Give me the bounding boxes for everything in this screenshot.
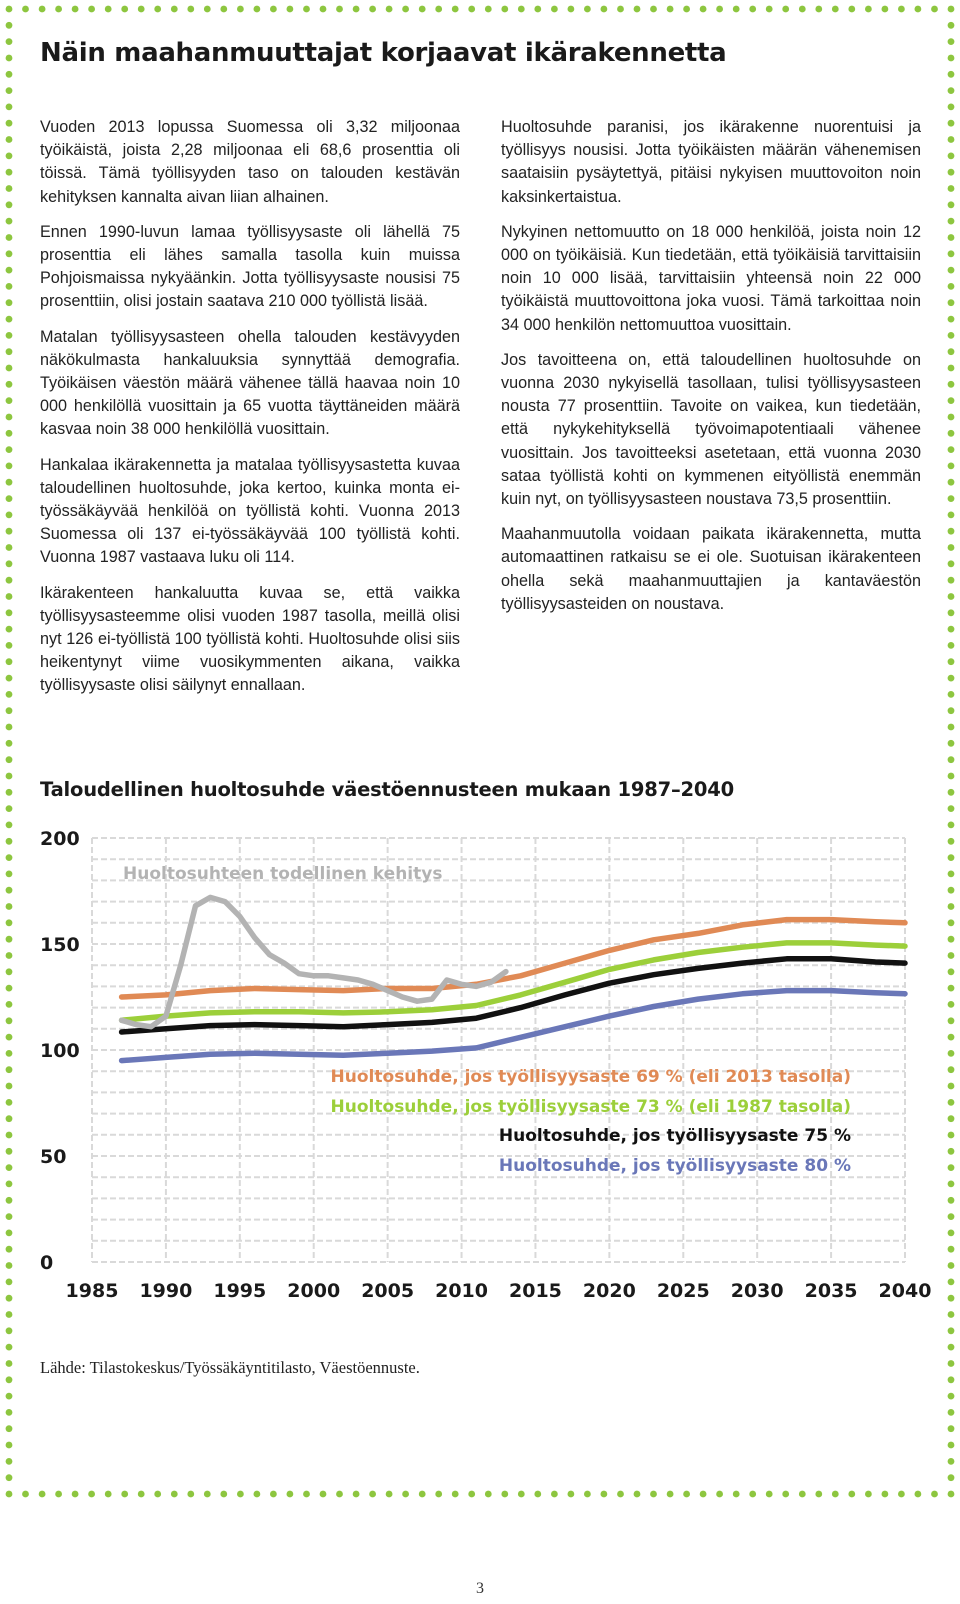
chart-title: Taloudellinen huoltosuhde väestöennusteen mukaan 1987–2040 [40,778,735,801]
frame-dot [584,1491,591,1498]
x-tick-label: 2030 [730,1280,784,1302]
frame-dot [270,1491,277,1498]
frame-dot [6,724,13,731]
frame-dot [303,6,310,13]
y-tick-label: 200 [40,828,80,850]
frame-dot [948,136,955,143]
frame-dot [948,1474,955,1481]
frame-dot [948,104,955,111]
frame-dot [948,348,955,355]
y-tick-label: 150 [40,934,80,956]
frame-dot [948,675,955,682]
frame-dot [617,1491,624,1498]
frame-dot [915,1491,922,1498]
x-tick-label: 1995 [213,1280,267,1302]
frame-dot [782,1491,789,1498]
paragraph: Nykyinen nettomuutto on 18 000 henkilöä, joista noin 12 000 on työikäisiä. Kun tiedetään, että työikäisiä tarvittaisiin noin 10 000 lisää, tarvittaisiin yhteensä noin 22 000 työikäistä muuttovoittona joka vuosi. Tämä tarkoittaa noin 34 000 henkilön nettomuuttoa vuosittain. [501,222,921,334]
frame-dot [948,250,955,257]
frame-dot [452,6,459,13]
frame-dot [948,1393,955,1400]
frame-dot [948,6,955,13]
frame-dot [931,1491,938,1498]
paragraph: Vuoden 2013 lopussa Suomessa oli 3,32 miljoonaa työikäistä, joista 2,28 miljoonaa eli 68,6 prosenttia oli töissä. Tämä työllisyyden taso on talouden kestävän kehityksen kannalta aivan liian alhainen. [40,118,460,206]
frame-dot [6,691,13,698]
frame-dot [138,6,145,13]
frame-dot [237,1491,244,1498]
frame-dot [154,6,161,13]
frame-dot [948,234,955,241]
frame-dot [171,6,178,13]
frame-dot [700,1491,707,1498]
frame-dot [948,1409,955,1416]
frame-dot [915,6,922,13]
frame-dot [948,397,955,404]
frame-dot [6,397,13,404]
frame-dot [6,55,13,62]
frame-dot [6,1425,13,1432]
frame-dot [948,463,955,470]
x-tick-label: 2005 [361,1280,415,1302]
frame-dot [617,6,624,13]
frame-dot [948,38,955,45]
frame-dot [22,1491,29,1498]
frame-dot [948,430,955,437]
frame-dot [948,218,955,225]
frame-dot [6,136,13,143]
source-note: Lähde: Tilastokeskus/Työssäkäyntitilasto, Väestöennuste. [40,1358,420,1377]
frame-dot [6,6,13,13]
frame-dot [254,6,261,13]
frame-dot [386,6,393,13]
frame-dot [534,1491,541,1498]
frame-dot [154,1491,161,1498]
frame-dot [584,6,591,13]
frame-dot [948,283,955,290]
frame-dot [138,1491,145,1498]
series-label: Huoltosuhde, jos työllisyysaste 75 % [498,1126,851,1146]
frame-dot [948,528,955,535]
frame-dot [6,120,13,127]
frame-dot [948,1344,955,1351]
frame-dot [6,414,13,421]
frame-dot [435,1491,442,1498]
frame-dot [799,1491,806,1498]
frame-dot [667,1491,674,1498]
frame-dot [220,1491,227,1498]
frame-dot [948,1458,955,1465]
frame-dot [6,544,13,551]
frame-dot [683,1491,690,1498]
frame-dot [6,463,13,470]
x-tick-label: 2035 [804,1280,858,1302]
frame-dot [121,1491,128,1498]
frame-dot [468,1491,475,1498]
frame-dot [948,479,955,486]
frame-dot [55,6,62,13]
frame-dot [568,1491,575,1498]
frame-dot [6,1409,13,1416]
frame-dot [766,6,773,13]
x-tick-label: 2010 [435,1280,488,1302]
frame-dot [733,6,740,13]
frame-dot [369,6,376,13]
frame-dot [287,1491,294,1498]
frame-dot [6,658,13,665]
frame-dot [6,153,13,160]
frame-dot [848,6,855,13]
frame-dot [551,6,558,13]
frame-dot [6,1474,13,1481]
frame-dot [898,1491,905,1498]
frame-dot [948,658,955,665]
frame-dot [485,6,492,13]
frame-dot [948,609,955,616]
frame-dot [6,234,13,241]
frame-dot [6,201,13,208]
frame-dot [6,22,13,29]
paragraph: Ennen 1990-luvun lamaa työllisyysaste oli lähellä 75 prosenttia eli lähes samalla tasolla kuin muissa Pohjoismaissa nykyäänkin. Jotta työllisyysaste nousisi 75 prosenttiin, olisi jostain saatava 210 000 työllistä lisää. [40,222,460,311]
frame-dot [948,446,955,453]
frame-dot [865,1491,872,1498]
frame-dot [6,1344,13,1351]
frame-dot [815,1491,822,1498]
frame-dot [435,6,442,13]
frame-dot [6,1393,13,1400]
frame-dot [948,153,955,160]
frame-dot [6,512,13,519]
frame-dot [700,6,707,13]
frame-dot [948,22,955,29]
frame-dot [6,104,13,111]
frame-dot [948,724,955,731]
x-tick-label: 2000 [287,1280,341,1302]
frame-dot [948,267,955,274]
frame-dot [716,6,723,13]
frame-dot [88,6,95,13]
frame-dot [948,1491,955,1498]
frame-dot [948,805,955,812]
frame-dot [6,626,13,633]
x-tick-label: 2025 [656,1280,710,1302]
frame-dot [518,1491,525,1498]
frame-dot [6,773,13,780]
frame-dot [88,1491,95,1498]
frame-dot [948,414,955,421]
frame-dot [6,593,13,600]
frame-dot [402,1491,409,1498]
frame-dot [6,348,13,355]
frame-dot [105,1491,112,1498]
paragraph: Ikärakenteen hankaluutta kuvaa se, että vaikka työllisyysasteemme olisi vuoden 1987 tasolla, meillä olisi nyt 126 ei-työllistä 100 työllistä kohti. Huoltosuhde olisi siis heikentynyt viime vuosikymmenten aikana, vaikka työllisyysaste olisi säilynyt ennallaan. [40,583,460,695]
frame-dot [6,740,13,747]
frame-dot [6,1458,13,1465]
paragraph: Jos tavoitteena on, että taloudellinen huoltosuhde on vuonna 2030 nykyisellä tasollaan, tulisi työllisyysasteen nousta 77 prosenttiin. Tavoite on vaikea, kun tiedetään, että nykykehityksellä työvoimapotentiaali vähenee vuosittain. Jos tavoitteeksi asetetaan, että vuonna 2030 sataa työllistä kohti on kymmenen eityöllistä enemmän kuin nyt, on työllisyysasteen noustava 73,5 prosenttiin. [501,350,921,509]
frame-dot [105,6,112,13]
frame-dot [6,283,13,290]
frame-dot [948,381,955,388]
frame-dot [650,1491,657,1498]
frame-dot [948,365,955,372]
frame-dot [204,1491,211,1498]
frame-dot [6,381,13,388]
frame-dot [948,185,955,192]
frame-dot [948,707,955,714]
frame-dot [6,756,13,763]
frame-dot [6,1360,13,1367]
frame-dot [948,332,955,339]
frame-dot [237,6,244,13]
series-label: Huoltosuhde, jos työllisyysaste 73 % (eli 1987 tasolla) [330,1097,851,1117]
frame-dot [55,1491,62,1498]
paragraph: Maahanmuutolla voidaan paikata ikärakennetta, mutta automaattinen ratkaisu se ei ole. Suotuisan ikärakenteen ohella sekä maahanmuuttajien ja kantaväestön työllisyysasteiden on noustava. [501,525,921,613]
frame-dot [501,6,508,13]
frame-dot [336,1491,343,1498]
frame-dot [6,38,13,45]
frame-dot [187,1491,194,1498]
frame-dot [882,1491,889,1498]
frame-dot [22,6,29,13]
frame-dot [948,1425,955,1432]
frame-dot [6,446,13,453]
frame-dot [402,6,409,13]
frame-dot [948,773,955,780]
frame-dot [634,6,641,13]
frame-dot [551,1491,558,1498]
frame-dot [187,6,194,13]
frame-dot [683,6,690,13]
frame-dot [39,6,46,13]
series-label: Huoltosuhde, jos työllisyysaste 80 % [498,1156,851,1176]
frame-dot [601,6,608,13]
frame-dot [848,1491,855,1498]
y-tick-label: 0 [40,1252,54,1274]
frame-dot [6,365,13,372]
left-text-column [40,116,460,710]
frame-dot [948,1442,955,1449]
page-number: 3 [476,1580,484,1597]
frame-dot [6,218,13,225]
frame-dot [667,6,674,13]
frame-dot [6,675,13,682]
frame-dot [882,6,889,13]
frame-dot [948,577,955,584]
x-tick-label: 2020 [582,1280,636,1302]
frame-dot [353,6,360,13]
frame-dot [6,1376,13,1383]
series-label: Huoltosuhde, jos työllisyysaste 69 % (eli 2013 tasolla) [330,1067,851,1087]
frame-dot [6,642,13,649]
frame-dot [832,6,839,13]
frame-dot [6,169,13,176]
frame-dot [634,1491,641,1498]
frame-dot [6,332,13,339]
y-tick-label: 100 [40,1040,80,1062]
frame-dot [6,185,13,192]
frame-dot [6,87,13,94]
frame-dot [948,626,955,633]
frame-dot [6,560,13,567]
paragraph: Huoltosuhde paranisi, jos ikärakenne nuorentuisi ja työllisyys nousisi. Jotta työikäisten määrän vähenemisen saataisiin pysäytettyä, pitäisi nykyisen muuttovoiton noin kaksinkertaistua. [501,118,921,206]
frame-dot [948,299,955,306]
frame-dot [948,642,955,649]
frame-dot [485,1491,492,1498]
frame-dot [948,316,955,323]
frame-dot [948,1360,955,1367]
frame-dot [287,6,294,13]
frame-dot [386,1491,393,1498]
frame-dot [6,1442,13,1449]
frame-dot [270,6,277,13]
frame-dot [650,6,657,13]
frame-dot [72,6,79,13]
frame-dot [171,1491,178,1498]
frame-dot [204,6,211,13]
frame-dot [948,495,955,502]
frame-dot [254,1491,261,1498]
frame-dot [6,1491,13,1498]
frame-dot [948,87,955,94]
frame-dot [948,560,955,567]
frame-dot [121,6,128,13]
frame-dot [419,6,426,13]
right-text-column [501,116,921,628]
frame-dot [336,6,343,13]
frame-dot [832,1491,839,1498]
frame-dot [501,1491,508,1498]
paragraph: Matalan työllisyysasteen ohella talouden kestävyyden näkökulmasta hankaluuksia synnyttää demografia. Työikäisen väestön määrä vähenee tällä haavaa noin 10 000 henkilöllä vuosittain ja 65 vuotta täyttäneiden määrä kasvaa noin 38 000 henkilöllä vuosittain. [40,327,460,439]
frame-dot [6,528,13,535]
x-tick-label: 2015 [509,1280,562,1302]
frame-dot [369,1491,376,1498]
frame-dot [782,6,789,13]
frame-dot [948,71,955,78]
frame-dot [518,6,525,13]
frame-dot [948,1376,955,1383]
frame-dot [948,756,955,763]
frame-dot [865,6,872,13]
frame-dot [72,1491,79,1498]
x-tick-label: 1990 [139,1280,193,1302]
frame-dot [220,6,227,13]
frame-dot [6,479,13,486]
frame-dot [6,316,13,323]
frame-dot [948,120,955,127]
frame-dot [601,1491,608,1498]
frame-dot [931,6,938,13]
frame-dot [419,1491,426,1498]
frame-dot [303,1491,310,1498]
frame-dot [6,707,13,714]
series-label: Huoltosuhteen todellinen kehitys [123,864,443,884]
y-tick-label: 50 [40,1146,67,1168]
paragraph: Hankalaa ikärakennetta ja matalaa työllisyysastetta kuvaa taloudellinen huoltosuhde, joka kertoo, kuinka monta ei-työssäkäyvää henkilöä on työllistä kohti. Vuonna 2013 Suomessa oli 137 ei-työssäkäyvää 100 työllistä kohti. Vuonna 1987 vastaava luku oli 114. [40,455,460,567]
frame-dot [948,740,955,747]
x-tick-label: 2040 [878,1280,932,1302]
page-title: Näin maahanmuuttajat korjaavat ikärakennetta [40,38,727,68]
frame-dot [452,1491,459,1498]
frame-dot [948,593,955,600]
frame-dot [6,805,13,812]
frame-dot [948,55,955,62]
frame-dot [353,1491,360,1498]
frame-dot [749,6,756,13]
frame-dot [948,512,955,519]
frame-dot [6,299,13,306]
frame-dot [733,1491,740,1498]
frame-dot [799,6,806,13]
frame-dot [749,1491,756,1498]
frame-dot [716,1491,723,1498]
frame-dot [534,6,541,13]
frame-dot [6,609,13,616]
frame-dot [320,6,327,13]
frame-dot [898,6,905,13]
frame-dot [6,495,13,502]
frame-dot [468,6,475,13]
frame-dot [6,789,13,796]
frame-dot [766,1491,773,1498]
dependency-ratio-line-chart [0,820,960,1340]
frame-dot [6,430,13,437]
frame-dot [39,1491,46,1498]
frame-dot [6,267,13,274]
frame-dot [815,6,822,13]
frame-dot [948,691,955,698]
frame-dot [948,544,955,551]
frame-dot [320,1491,327,1498]
frame-dot [948,169,955,176]
frame-dot [948,789,955,796]
x-tick-label: 1985 [65,1280,119,1302]
frame-dot [948,201,955,208]
frame-dot [6,577,13,584]
frame-dot [6,250,13,257]
frame-dot [6,71,13,78]
frame-dot [568,6,575,13]
